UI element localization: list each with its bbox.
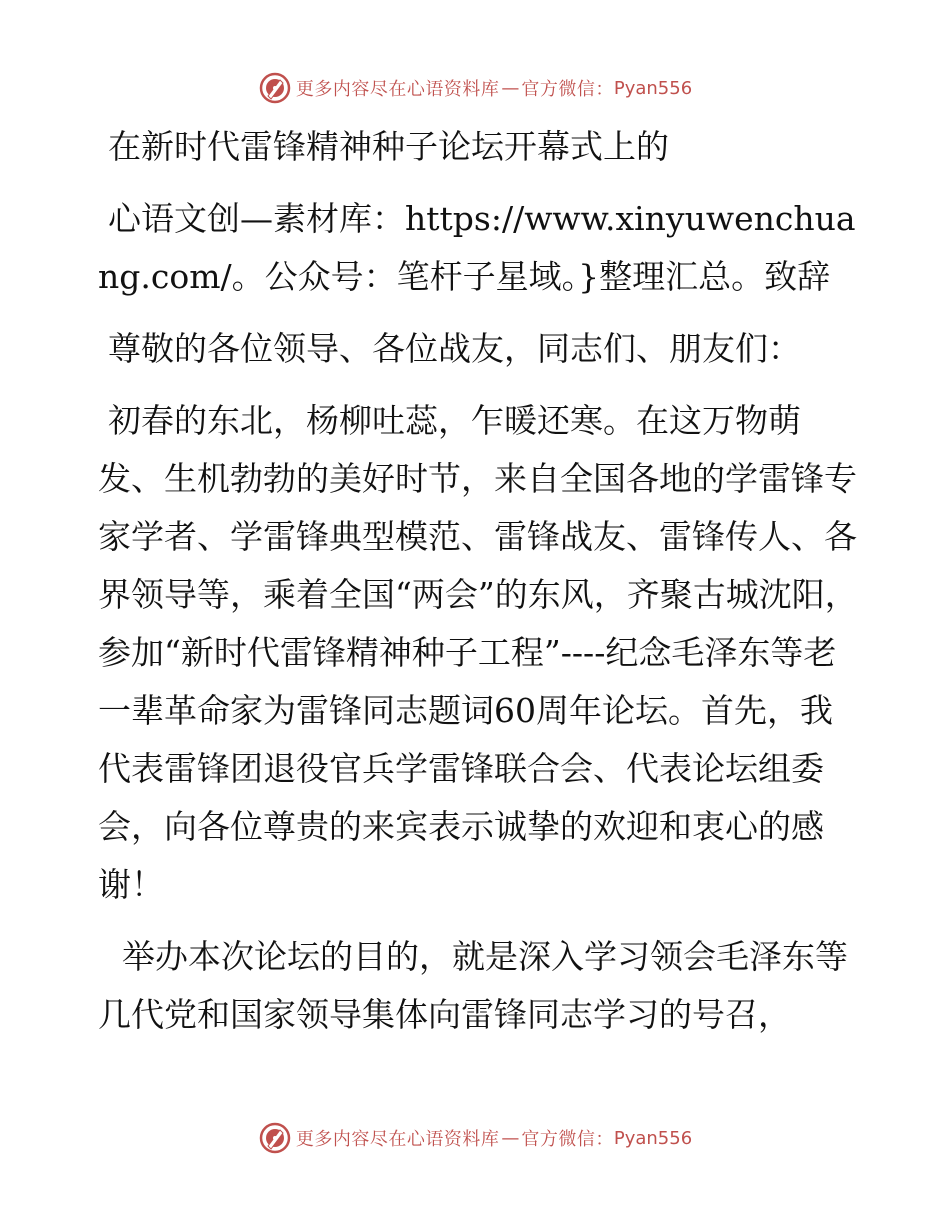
paragraph-2: 举办本次论坛的目的，就是深入学习领会毛泽东等几代党和国家领导集体向雷锋同志学习的号召， — [98, 937, 848, 1034]
watermark-wechat-label: 官方微信： — [521, 79, 614, 100]
header-watermark-banner — [0, 68, 950, 108]
greeting: 尊敬的各位领导、各位战友，同志们、朋友们： — [108, 329, 801, 368]
document-title: 在新时代雷锋精神种子论坛开幕式上的 — [108, 127, 669, 166]
watermark-wechat-id: Pyan556 — [613, 1127, 693, 1149]
source-line-text: 心语文创—素材库：https://www.xinyuwenchuang.com/。公众号：笔杆子星域。}整理汇总。致辞 — [98, 199, 856, 296]
footer-watermark-banner — [0, 1118, 950, 1158]
watermark-separator: — — [501, 1127, 520, 1149]
watermark-separator: — — [501, 77, 520, 99]
watermark-wechat-id: Pyan556 — [613, 77, 693, 99]
pen-nib-logo-icon — [258, 1121, 292, 1155]
watermark-wechat-label: 官方微信： — [521, 1129, 614, 1150]
paragraph-1: 初春的东北，杨柳吐蕊，乍暖还寒。在这万物萌发、生机勃勃的美好时节，来自全国各地的学雷锋专家学者、学雷锋典型模范、雷锋战友、雷锋传人、各界领导等，乘着全国“两会”的东风，齐聚古城沈阳，参加“新时代雷锋精神种子工程”----纪念毛泽东等老一辈革命家为雷锋同志题词60周年论坛。首先，我代表雷锋团退役官兵学雷锋联合会、代表论坛组委会，向各位尊贵的来宾表示诚挚的欢迎和衷心的感谢！ — [98, 401, 858, 904]
pen-nib-logo-icon — [258, 71, 292, 105]
watermark-text: 更多内容尽在心语资料库 — [295, 79, 500, 100]
document-body — [98, 118, 858, 1044]
source-line — [98, 190, 858, 306]
watermark-text: 更多内容尽在心语资料库 — [295, 1129, 500, 1150]
